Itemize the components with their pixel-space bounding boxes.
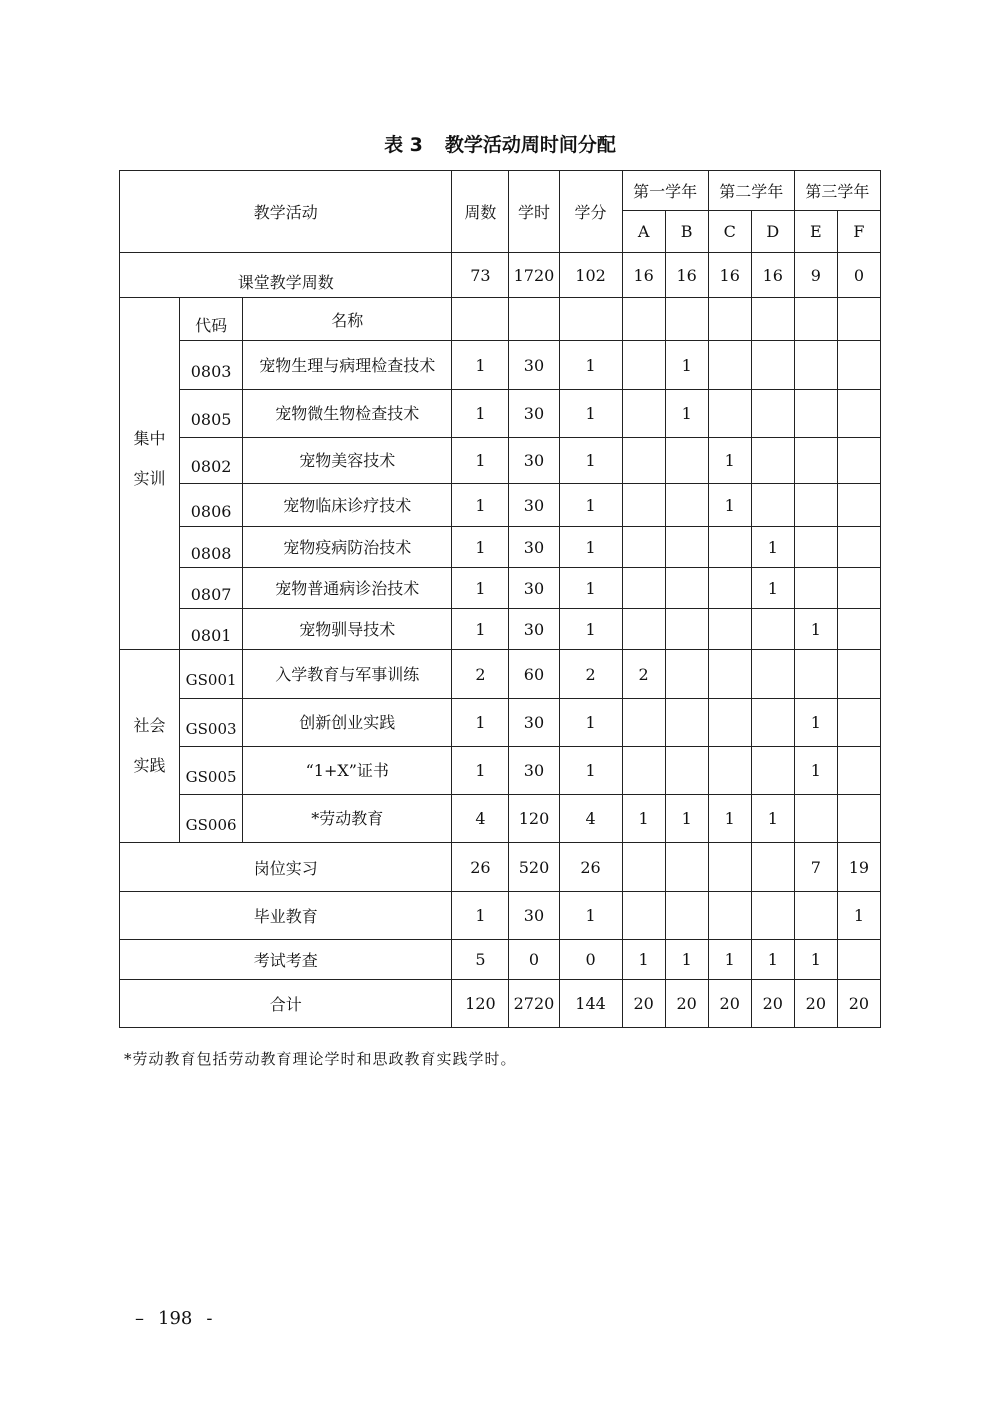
credits-cell: 1	[559, 892, 622, 940]
hours-cell: 120	[509, 795, 559, 843]
table-row	[120, 341, 881, 390]
weeks-cell: 1	[452, 390, 509, 438]
semester-cell	[751, 484, 794, 527]
semester-cell	[622, 609, 665, 650]
group-label	[120, 650, 180, 843]
semester-cell	[708, 341, 751, 390]
semester-cell: 1	[622, 795, 665, 843]
semester-cell	[837, 484, 880, 527]
semester-cell	[751, 843, 794, 892]
semester-cell	[837, 699, 880, 747]
semester-cell	[751, 341, 794, 390]
weeks-cell: 1	[452, 438, 509, 484]
credits-cell: 26	[559, 843, 622, 892]
hours-cell: 2720	[509, 980, 559, 1028]
semester-cell	[622, 747, 665, 795]
empty-cell	[559, 298, 622, 341]
footnote: *劳动教育包括劳动教育理论学时和思政教育实践学时。	[124, 1050, 517, 1068]
semester-cell	[708, 390, 751, 438]
semester-cell: 1	[794, 940, 837, 980]
semester-cell	[665, 568, 708, 609]
weeks-cell: 120	[452, 980, 509, 1028]
semester-cell: 1	[837, 892, 880, 940]
weeks-cell: 26	[452, 843, 509, 892]
semester-cell	[622, 484, 665, 527]
semester-cell	[794, 390, 837, 438]
semester-cell	[794, 795, 837, 843]
semester-cell: 16	[708, 253, 751, 298]
table-row	[120, 609, 881, 650]
hours-cell: 30	[509, 438, 559, 484]
weeks-cell: 1	[452, 341, 509, 390]
group-label-line: 社会	[133, 716, 166, 735]
empty-cell	[751, 298, 794, 341]
credits-cell: 2	[559, 650, 622, 699]
name-cell: 宠物微生物检查技术	[243, 390, 452, 438]
credits-cell: 1	[559, 390, 622, 438]
credits-cell: 4	[559, 795, 622, 843]
hours-cell: 30	[509, 892, 559, 940]
page-number: – 198 -	[135, 1308, 213, 1329]
semester-cell	[708, 527, 751, 568]
semester-cell: 20	[665, 980, 708, 1028]
activity-label: 合计	[120, 980, 452, 1028]
semester-cell: 16	[665, 253, 708, 298]
weeks-cell: 1	[452, 747, 509, 795]
semester-cell	[708, 609, 751, 650]
hours-cell: 30	[509, 568, 559, 609]
semester-cell	[837, 940, 880, 980]
code-cell: 0801	[180, 609, 243, 650]
hours-cell: 520	[509, 843, 559, 892]
semester-cell: 20	[622, 980, 665, 1028]
table-row	[120, 795, 881, 843]
semester-cell	[708, 699, 751, 747]
semester-cell: 1	[751, 527, 794, 568]
code-cell: GS006	[180, 795, 243, 843]
group-label-line: 实训	[133, 468, 166, 488]
semester-cell: 1	[794, 699, 837, 747]
semester-cell: 1	[622, 940, 665, 980]
code-cell: 0803	[180, 341, 243, 390]
semester-cell	[622, 843, 665, 892]
header-semester: A	[622, 211, 665, 253]
table-row	[120, 253, 881, 298]
hours-cell: 30	[509, 527, 559, 568]
weeks-cell: 1	[452, 699, 509, 747]
header-semester: F	[837, 211, 880, 253]
credits-cell: 0	[559, 940, 622, 980]
name-cell: 创新创业实践	[243, 699, 452, 747]
table-row	[120, 568, 881, 609]
weeks-cell: 73	[452, 253, 509, 298]
semester-cell	[751, 699, 794, 747]
empty-cell	[708, 298, 751, 341]
credits-cell: 1	[559, 438, 622, 484]
hours-cell: 1720	[509, 253, 559, 298]
semester-cell	[837, 795, 880, 843]
header-hours: 学时	[509, 171, 559, 253]
semester-cell: 1	[794, 609, 837, 650]
activity-label: 毕业教育	[120, 892, 452, 940]
semester-cell: 2	[622, 650, 665, 699]
classroom-label: 课堂教学周数	[120, 253, 452, 298]
hours-cell: 30	[509, 699, 559, 747]
credits-cell: 1	[559, 699, 622, 747]
semester-cell	[794, 892, 837, 940]
semester-cell	[794, 341, 837, 390]
semester-cell	[794, 484, 837, 527]
header-credits: 学分	[559, 171, 622, 253]
table-number: 表 3	[384, 134, 423, 156]
name-cell: 入学教育与军事训练	[243, 650, 452, 699]
semester-cell: 1	[751, 568, 794, 609]
table-row	[120, 892, 881, 940]
code-cell: GS005	[180, 747, 243, 795]
table-row	[120, 438, 881, 484]
semester-cell	[622, 390, 665, 438]
header-semester: D	[751, 211, 794, 253]
hours-cell: 30	[509, 390, 559, 438]
semester-cell: 19	[837, 843, 880, 892]
name-cell: 宠物驯导技术	[243, 609, 452, 650]
semester-cell	[837, 527, 880, 568]
semester-cell: 1	[751, 940, 794, 980]
empty-cell	[794, 298, 837, 341]
header-year-1: 第一学年	[622, 171, 708, 211]
activity-label: 考试考查	[120, 940, 452, 980]
credits-cell: 1	[559, 747, 622, 795]
semester-cell: 1	[751, 795, 794, 843]
name-cell: 宠物临床诊疗技术	[243, 484, 452, 527]
name-cell: 宠物普通病诊治技术	[243, 568, 452, 609]
semester-cell	[794, 438, 837, 484]
semester-cell	[708, 747, 751, 795]
semester-cell: 1	[665, 390, 708, 438]
semester-cell	[837, 341, 880, 390]
group-label-line: 集中	[133, 428, 166, 448]
subheader-name: 名称	[243, 298, 452, 341]
table-row	[120, 650, 881, 699]
weeks-cell: 4	[452, 795, 509, 843]
semester-cell	[622, 527, 665, 568]
group-label	[120, 298, 180, 650]
code-cell: 0805	[180, 390, 243, 438]
table-row	[120, 843, 881, 892]
hours-cell: 0	[509, 940, 559, 980]
header-semester: C	[708, 211, 751, 253]
semester-cell: 1	[665, 795, 708, 843]
header-weeks: 周数	[452, 171, 509, 253]
table-title	[0, 130, 1000, 157]
semester-cell	[622, 568, 665, 609]
subheader-code: 代码	[180, 298, 243, 341]
hours-cell: 30	[509, 341, 559, 390]
empty-cell	[837, 298, 880, 341]
table-row	[120, 484, 881, 527]
table-row	[120, 298, 881, 341]
weeks-cell: 2	[452, 650, 509, 699]
semester-cell	[665, 609, 708, 650]
semester-cell: 16	[751, 253, 794, 298]
semester-cell	[751, 892, 794, 940]
semester-cell	[622, 341, 665, 390]
semester-cell	[837, 438, 880, 484]
semester-cell	[665, 527, 708, 568]
semester-cell	[708, 843, 751, 892]
code-cell: 0802	[180, 438, 243, 484]
name-cell: 宠物美容技术	[243, 438, 452, 484]
code-cell: GS001	[180, 650, 243, 699]
semester-cell	[794, 527, 837, 568]
table-row	[120, 527, 881, 568]
code-cell: GS003	[180, 699, 243, 747]
semester-cell	[751, 650, 794, 699]
semester-cell	[665, 650, 708, 699]
weeks-cell: 5	[452, 940, 509, 980]
semester-cell	[794, 568, 837, 609]
semester-cell: 7	[794, 843, 837, 892]
semester-cell: 1	[665, 940, 708, 980]
semester-cell: 1	[708, 484, 751, 527]
name-cell: “1+X”证书	[243, 747, 452, 795]
semester-cell	[665, 438, 708, 484]
credits-cell: 1	[559, 568, 622, 609]
code-cell: 0806	[180, 484, 243, 527]
semester-cell	[794, 650, 837, 699]
semester-cell	[837, 390, 880, 438]
name-cell: 宠物疫病防治技术	[243, 527, 452, 568]
group-label-line: 实践	[133, 756, 166, 775]
table-row	[120, 390, 881, 438]
semester-cell: 0	[837, 253, 880, 298]
hours-cell: 30	[509, 747, 559, 795]
semester-cell: 9	[794, 253, 837, 298]
empty-cell	[509, 298, 559, 341]
semester-cell	[751, 438, 794, 484]
page-number-value: 198	[158, 1308, 193, 1329]
empty-cell	[452, 298, 509, 341]
semester-cell	[751, 747, 794, 795]
semester-cell	[751, 390, 794, 438]
weeks-cell: 1	[452, 892, 509, 940]
semester-cell	[837, 650, 880, 699]
table-title-text: 教学活动周时间分配	[444, 134, 616, 156]
schedule-table	[119, 170, 881, 1028]
semester-cell	[837, 568, 880, 609]
semester-cell	[837, 747, 880, 795]
table-row	[120, 747, 881, 795]
header-year-3: 第三学年	[794, 171, 880, 211]
semester-cell: 20	[837, 980, 880, 1028]
semester-cell	[665, 892, 708, 940]
weeks-cell: 1	[452, 609, 509, 650]
semester-cell	[665, 843, 708, 892]
credits-cell: 144	[559, 980, 622, 1028]
credits-cell: 1	[559, 527, 622, 568]
table-row	[120, 980, 881, 1028]
semester-cell	[622, 892, 665, 940]
credits-cell: 1	[559, 341, 622, 390]
hours-cell: 60	[509, 650, 559, 699]
semester-cell	[837, 609, 880, 650]
semester-cell	[708, 650, 751, 699]
weeks-cell: 1	[452, 568, 509, 609]
semester-cell: 1	[665, 341, 708, 390]
weeks-cell: 1	[452, 527, 509, 568]
semester-cell: 20	[708, 980, 751, 1028]
name-cell: *劳动教育	[243, 795, 452, 843]
semester-cell: 16	[622, 253, 665, 298]
activity-label: 岗位实习	[120, 843, 452, 892]
header-year-2: 第二学年	[708, 171, 794, 211]
semester-cell	[708, 568, 751, 609]
semester-cell	[665, 747, 708, 795]
table-row	[120, 699, 881, 747]
semester-cell	[708, 892, 751, 940]
semester-cell	[622, 438, 665, 484]
semester-cell	[751, 609, 794, 650]
code-cell: 0807	[180, 568, 243, 609]
header-activity: 教学活动	[120, 171, 452, 253]
semester-cell: 1	[708, 438, 751, 484]
semester-cell	[665, 699, 708, 747]
credits-cell: 1	[559, 609, 622, 650]
credits-cell: 102	[559, 253, 622, 298]
semester-cell: 1	[794, 747, 837, 795]
semester-cell: 20	[794, 980, 837, 1028]
semester-cell: 1	[708, 940, 751, 980]
header-semester: E	[794, 211, 837, 253]
code-cell: 0808	[180, 527, 243, 568]
semester-cell: 20	[751, 980, 794, 1028]
name-cell: 宠物生理与病理检查技术	[243, 341, 452, 390]
credits-cell: 1	[559, 484, 622, 527]
empty-cell	[622, 298, 665, 341]
table-row	[120, 940, 881, 980]
hours-cell: 30	[509, 609, 559, 650]
semester-cell: 1	[708, 795, 751, 843]
semester-cell	[665, 484, 708, 527]
empty-cell	[665, 298, 708, 341]
hours-cell: 30	[509, 484, 559, 527]
weeks-cell: 1	[452, 484, 509, 527]
header-semester: B	[665, 211, 708, 253]
semester-cell	[622, 699, 665, 747]
